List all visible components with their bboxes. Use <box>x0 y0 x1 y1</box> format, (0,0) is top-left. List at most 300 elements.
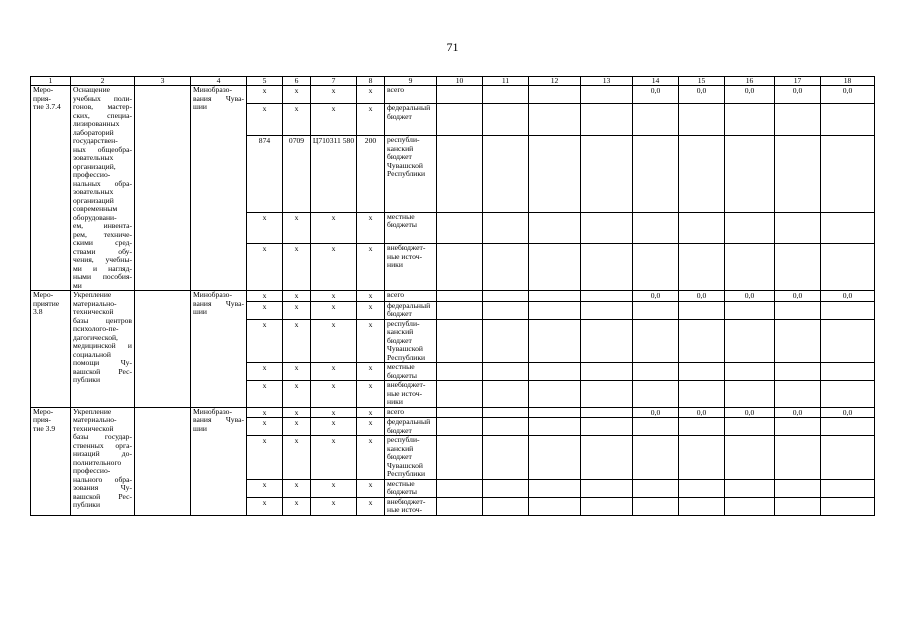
funding-amount-c18 <box>821 381 875 408</box>
text-line: скими сред- <box>73 239 132 247</box>
funding-source <box>385 381 437 408</box>
text-line: публики <box>73 501 101 509</box>
funding-cell-13 <box>581 407 633 418</box>
text-line: чения, учебны- <box>73 256 132 264</box>
text-line: ских, специа- <box>73 111 132 120</box>
funding-cell-13 <box>581 497 633 515</box>
budget-code-c8: 200 <box>357 136 385 213</box>
budget-code-c5: x <box>247 86 283 104</box>
funding-cell-11 <box>483 319 529 363</box>
funding-cell-10 <box>437 212 483 244</box>
funding-source <box>385 212 437 244</box>
text-line: профессио- <box>73 171 111 179</box>
funding-cell-13 <box>581 86 633 104</box>
funding-amount-c17 <box>775 301 821 319</box>
text-line: гонов, мастер- <box>73 103 132 111</box>
column-number: 2 <box>71 77 135 86</box>
funding-cell-11 <box>483 212 529 244</box>
funding-amount-c15 <box>679 244 725 291</box>
event-executor <box>191 86 247 291</box>
funding-cell-10 <box>437 86 483 104</box>
funding-amount-c15 <box>679 363 725 381</box>
event-id <box>31 86 71 291</box>
text-line: вания Чува- <box>193 416 244 424</box>
funding-amount-c18: 0,0 <box>821 291 875 302</box>
funding-cell-11 <box>483 104 529 136</box>
funding-source <box>385 136 437 213</box>
funding-source <box>385 363 437 381</box>
funding-amount-c15 <box>679 479 725 497</box>
text-line: бюджеты <box>387 488 417 496</box>
text-line: зования Чу- <box>73 484 132 492</box>
funding-amount-c18: 0,0 <box>821 86 875 104</box>
funding-amount-c18 <box>821 436 875 480</box>
text-line: социальной <box>73 350 111 359</box>
text-line: Чувашской <box>387 345 423 353</box>
funding-amount-c18 <box>821 479 875 497</box>
budget-code-c6: x <box>283 291 311 302</box>
funding-amount-c18 <box>821 497 875 515</box>
funding-amount-c14 <box>633 244 679 291</box>
funding-cell-10 <box>437 407 483 418</box>
funding-cell-13 <box>581 291 633 302</box>
budget-code-c8: x <box>357 212 385 244</box>
text-line: федеральный <box>387 418 431 426</box>
text-line: профессио- <box>73 467 111 475</box>
funding-amount-c18 <box>821 363 875 381</box>
column-number: 1 <box>31 77 71 86</box>
budget-code-c6: 0709 <box>283 136 311 213</box>
budget-code-c7: x <box>311 479 357 497</box>
funding-cell-12 <box>529 497 581 515</box>
text-line: прия- <box>33 94 51 103</box>
budget-code-c6: x <box>283 86 311 104</box>
budget-code-c7: x <box>311 244 357 291</box>
funding-amount-c16 <box>725 381 775 408</box>
text-line: нального обра- <box>73 475 132 484</box>
funding-amount-c17: 0,0 <box>775 407 821 418</box>
funding-amount-c14: 0,0 <box>633 291 679 302</box>
funding-amount-c17 <box>775 418 821 436</box>
funding-cell-12 <box>529 301 581 319</box>
text-line: ми и нагляд- <box>73 264 132 273</box>
column-number: 9 <box>385 77 437 86</box>
funding-cell-10 <box>437 418 483 436</box>
text-line: базы центров <box>73 316 132 325</box>
funding-cell-12 <box>529 418 581 436</box>
funding-source <box>385 497 437 515</box>
text-line: шии <box>193 424 207 433</box>
funding-cell-13 <box>581 479 633 497</box>
text-line: внебюджет- <box>387 497 426 506</box>
column-number: 12 <box>529 77 581 86</box>
text-line: федеральный <box>387 104 431 113</box>
text-line: Укрепление <box>73 291 112 299</box>
funding-cell-10 <box>437 363 483 381</box>
funding-cell-13 <box>581 319 633 363</box>
funding-cell-12 <box>529 436 581 480</box>
funding-amount-c16 <box>725 136 775 213</box>
text-line: Республики <box>387 470 426 478</box>
funding-cell-13 <box>581 212 633 244</box>
text-line: бюджет <box>387 426 412 435</box>
funding-amount-c17 <box>775 212 821 244</box>
funding-amount-c16 <box>725 479 775 497</box>
budget-code-c8: x <box>357 301 385 319</box>
funding-cell-12 <box>529 363 581 381</box>
text-line: государствен- <box>73 137 118 145</box>
column-number: 16 <box>725 77 775 86</box>
funding-amount-c15: 0,0 <box>679 407 725 418</box>
funding-amount-c15 <box>679 381 725 408</box>
text-line: учебных поли- <box>73 94 132 103</box>
funding-source <box>385 407 437 418</box>
funding-cell-12 <box>529 244 581 291</box>
budget-code-c6: x <box>283 479 311 497</box>
funding-cell-12 <box>529 136 581 213</box>
text-line: ми <box>73 281 82 290</box>
budget-code-c7: x <box>311 319 357 363</box>
event-goal-cell <box>135 407 191 515</box>
column-number: 10 <box>437 77 483 86</box>
funding-amount-c15 <box>679 104 725 136</box>
funding-amount-c18: 0,0 <box>821 407 875 418</box>
funding-amount-c15 <box>679 497 725 515</box>
text-line: Меро- <box>33 291 54 299</box>
budget-code-c5: x <box>247 381 283 408</box>
budget-code-c5: x <box>247 291 283 302</box>
budget-code-c7: x <box>311 104 357 136</box>
funding-amount-c14 <box>633 497 679 515</box>
funding-cell-12 <box>529 381 581 408</box>
funding-amount-c14 <box>633 418 679 436</box>
funding-amount-c18 <box>821 418 875 436</box>
column-number: 11 <box>483 77 529 86</box>
funding-cell-12 <box>529 291 581 302</box>
table-row <box>31 291 875 302</box>
text-line: бюджет <box>387 336 412 345</box>
text-line: вания Чува- <box>193 94 244 103</box>
text-line: рем, техниче- <box>73 230 132 239</box>
budget-code-c8: x <box>357 479 385 497</box>
funding-cell-12 <box>529 407 581 418</box>
budget-code-c7: x <box>311 363 357 381</box>
funding-amount-c15 <box>679 418 725 436</box>
text-line: ем, инвентa- <box>73 222 132 230</box>
text-line: ных общеобра- <box>73 145 132 154</box>
text-line: местные <box>387 212 415 221</box>
funding-cell-11 <box>483 291 529 302</box>
funding-amount-c17: 0,0 <box>775 291 821 302</box>
column-number: 5 <box>247 77 283 86</box>
event-id <box>31 291 71 408</box>
funding-cell-13 <box>581 418 633 436</box>
table-body <box>31 77 875 516</box>
budget-code-c5: x <box>247 418 283 436</box>
funding-source <box>385 301 437 319</box>
funding-amount-c14 <box>633 212 679 244</box>
text-line: бюджет <box>387 453 412 461</box>
funding-cell-11 <box>483 479 529 497</box>
table-row <box>31 86 875 104</box>
text-line: местные <box>387 363 415 371</box>
text-line: низаций до- <box>73 450 132 458</box>
funding-source <box>385 86 437 104</box>
funding-amount-c15: 0,0 <box>679 86 725 104</box>
column-number: 17 <box>775 77 821 86</box>
funding-amount-c16 <box>725 497 775 515</box>
funding-amount-c15 <box>679 212 725 244</box>
budget-code-c8: x <box>357 244 385 291</box>
text-line: Минобразо- <box>193 86 232 94</box>
budget-code-c7: x <box>311 418 357 436</box>
funding-cell-10 <box>437 136 483 213</box>
budget-code-c7: x <box>311 407 357 418</box>
funding-amount-c17 <box>775 479 821 497</box>
text-line: материально- <box>73 299 117 308</box>
budget-code-c7: x <box>311 381 357 408</box>
budget-code-c5: x <box>247 479 283 497</box>
funding-cell-10 <box>437 301 483 319</box>
text-line: ники <box>387 261 403 270</box>
text-line: вашской Рес- <box>73 367 132 376</box>
text-line: ственных орга- <box>73 441 132 450</box>
budget-code-c5: x <box>247 436 283 480</box>
funding-amount-c16 <box>725 244 775 291</box>
text-line: ными пособия- <box>73 273 132 281</box>
text-line: технической <box>73 424 114 433</box>
budget-code-c5: x <box>247 104 283 136</box>
funding-cell-11 <box>483 418 529 436</box>
funding-amount-c14: 0,0 <box>633 407 679 418</box>
funding-cell-13 <box>581 136 633 213</box>
funding-cell-10 <box>437 436 483 480</box>
funding-source <box>385 479 437 497</box>
funding-cell-11 <box>483 497 529 515</box>
funding-amount-c16 <box>725 319 775 363</box>
funding-cell-10 <box>437 291 483 302</box>
funding-cell-10 <box>437 244 483 291</box>
budget-code-c7: x <box>311 212 357 244</box>
event-name <box>71 86 135 291</box>
text-line: Оснащение <box>73 86 111 94</box>
text-line: внебюджет- <box>387 244 426 253</box>
text-line: ные источ- <box>387 506 423 514</box>
budget-code-c5: x <box>247 212 283 244</box>
text-line: шии <box>193 103 207 111</box>
funding-source <box>385 436 437 480</box>
page-number: 71 <box>446 40 459 54</box>
column-number: 7 <box>311 77 357 86</box>
text-line: республи- <box>387 319 420 328</box>
funding-amount-c17 <box>775 381 821 408</box>
text-line: внебюджет- <box>387 381 426 389</box>
text-line: Республики <box>387 170 426 179</box>
funding-amount-c16: 0,0 <box>725 407 775 418</box>
funding-amount-c18 <box>821 301 875 319</box>
budget-code-c7: x <box>311 291 357 302</box>
funding-cell-13 <box>581 363 633 381</box>
text-line: местные <box>387 479 415 488</box>
funding-amount-c16 <box>725 436 775 480</box>
text-line: всего <box>387 291 405 299</box>
funding-amount-c16 <box>725 212 775 244</box>
funding-amount-c17: 0,0 <box>775 86 821 104</box>
funding-cell-12 <box>529 212 581 244</box>
budget-code-c7: x <box>311 497 357 515</box>
text-line: организаций <box>73 196 114 205</box>
budget-code-c8: x <box>357 319 385 363</box>
budget-code-c5: x <box>247 407 283 418</box>
funding-cell-13 <box>581 381 633 408</box>
funding-cell-13 <box>581 104 633 136</box>
funding-amount-c14 <box>633 301 679 319</box>
funding-cell-12 <box>529 319 581 363</box>
text-line: оборудовани- <box>73 213 117 222</box>
funding-amount-c17 <box>775 319 821 363</box>
funding-source <box>385 104 437 136</box>
budget-code-c8: x <box>357 291 385 302</box>
funding-amount-c16: 0,0 <box>725 86 775 104</box>
funding-cell-11 <box>483 301 529 319</box>
budget-code-c6: x <box>283 244 311 291</box>
text-line: психолого-пе- <box>73 325 119 333</box>
budget-code-c5: x <box>247 244 283 291</box>
text-line: канский <box>387 328 414 336</box>
text-line: бюджет <box>387 112 412 121</box>
funding-amount-c14 <box>633 104 679 136</box>
column-number: 15 <box>679 77 725 86</box>
budget-code-c8: x <box>357 497 385 515</box>
text-line: республи- <box>387 436 420 444</box>
column-number: 3 <box>135 77 191 86</box>
funding-cell-11 <box>483 244 529 291</box>
funding-cell-13 <box>581 301 633 319</box>
text-line: вания Чува- <box>193 299 244 308</box>
text-line: зовательных <box>73 154 114 162</box>
funding-amount-c14 <box>633 319 679 363</box>
funding-source <box>385 418 437 436</box>
funding-amount-c17 <box>775 104 821 136</box>
funding-cell-11 <box>483 381 529 408</box>
funding-amount-c15: 0,0 <box>679 291 725 302</box>
funding-amount-c15 <box>679 436 725 480</box>
funding-cell-13 <box>581 436 633 480</box>
text-line: зовательных <box>73 188 114 196</box>
budget-code-c7: x <box>311 86 357 104</box>
text-line: медицинской и <box>73 342 132 350</box>
budget-code-c8: x <box>357 86 385 104</box>
text-line: республи- <box>387 136 420 145</box>
funding-cell-10 <box>437 319 483 363</box>
text-line: Республики <box>387 353 426 362</box>
event-id <box>31 407 71 515</box>
text-line: дагогической, <box>73 333 118 342</box>
budget-code-c8: x <box>357 104 385 136</box>
funding-cell-11 <box>483 407 529 418</box>
text-line: бюджеты <box>387 371 417 380</box>
text-line: Минобразо- <box>193 291 232 299</box>
text-line: Укрепление <box>73 407 112 416</box>
budget-code-c6: x <box>283 436 311 480</box>
text-line: лизированных <box>73 120 120 128</box>
budget-code-c8: x <box>357 436 385 480</box>
funding-cell-10 <box>437 479 483 497</box>
text-line: базы государ- <box>73 433 132 441</box>
column-number: 14 <box>633 77 679 86</box>
text-line: помощи Чу- <box>73 359 132 367</box>
event-executor <box>191 407 247 515</box>
budget-code-c8: x <box>357 381 385 408</box>
text-line: 3.8 <box>33 308 43 316</box>
funding-cell-13 <box>581 244 633 291</box>
funding-amount-c15 <box>679 301 725 319</box>
event-goal-cell <box>135 86 191 291</box>
text-line: вашской Рес- <box>73 492 132 501</box>
text-line: Меро- <box>33 407 54 416</box>
funding-amount-c15 <box>679 319 725 363</box>
funding-amount-c17 <box>775 136 821 213</box>
text-line: бюджет <box>387 153 412 162</box>
budget-code-c8: x <box>357 363 385 381</box>
funding-amount-c18 <box>821 212 875 244</box>
funding-cell-12 <box>529 479 581 497</box>
text-line: современным <box>73 205 118 213</box>
funding-amount-c14 <box>633 436 679 480</box>
budget-code-c6: x <box>283 418 311 436</box>
funding-amount-c17 <box>775 436 821 480</box>
funding-amount-c16 <box>725 104 775 136</box>
text-line: нальных обра- <box>73 179 132 188</box>
text-line: технической <box>73 308 114 316</box>
funding-cell-10 <box>437 381 483 408</box>
budget-code-c8: x <box>357 418 385 436</box>
funding-amount-c18 <box>821 104 875 136</box>
text-line: всего <box>387 407 405 416</box>
funding-cell-10 <box>437 104 483 136</box>
text-line: ные источ- <box>387 389 423 398</box>
text-line: бюджеты <box>387 221 417 230</box>
funding-source <box>385 319 437 363</box>
text-line: материально- <box>73 416 117 424</box>
funding-source <box>385 244 437 291</box>
budget-code-c5: x <box>247 319 283 363</box>
budget-code-c6: x <box>283 363 311 381</box>
text-line: прия- <box>33 416 51 424</box>
budget-code-c5: x <box>247 301 283 319</box>
budget-code-c7: Ц710311 580 <box>311 136 357 213</box>
text-line: всего <box>387 86 405 94</box>
funding-cell-12 <box>529 86 581 104</box>
budget-code-c5: x <box>247 497 283 515</box>
funding-amount-c14 <box>633 136 679 213</box>
funding-cell-11 <box>483 363 529 381</box>
funding-source <box>385 291 437 302</box>
text-line: полнительного <box>73 458 122 467</box>
budget-code-c5: 874 <box>247 136 283 213</box>
funding-amount-c18 <box>821 136 875 213</box>
budget-code-c6: x <box>283 407 311 418</box>
funding-cell-12 <box>529 104 581 136</box>
funding-amount-c16 <box>725 418 775 436</box>
program-events-table <box>30 76 875 516</box>
funding-amount-c16 <box>725 301 775 319</box>
funding-amount-c17 <box>775 244 821 291</box>
text-line: ные источ- <box>387 252 423 261</box>
event-name <box>71 407 135 515</box>
funding-amount-c18 <box>821 244 875 291</box>
text-line: тие 3.7.4 <box>33 103 61 111</box>
